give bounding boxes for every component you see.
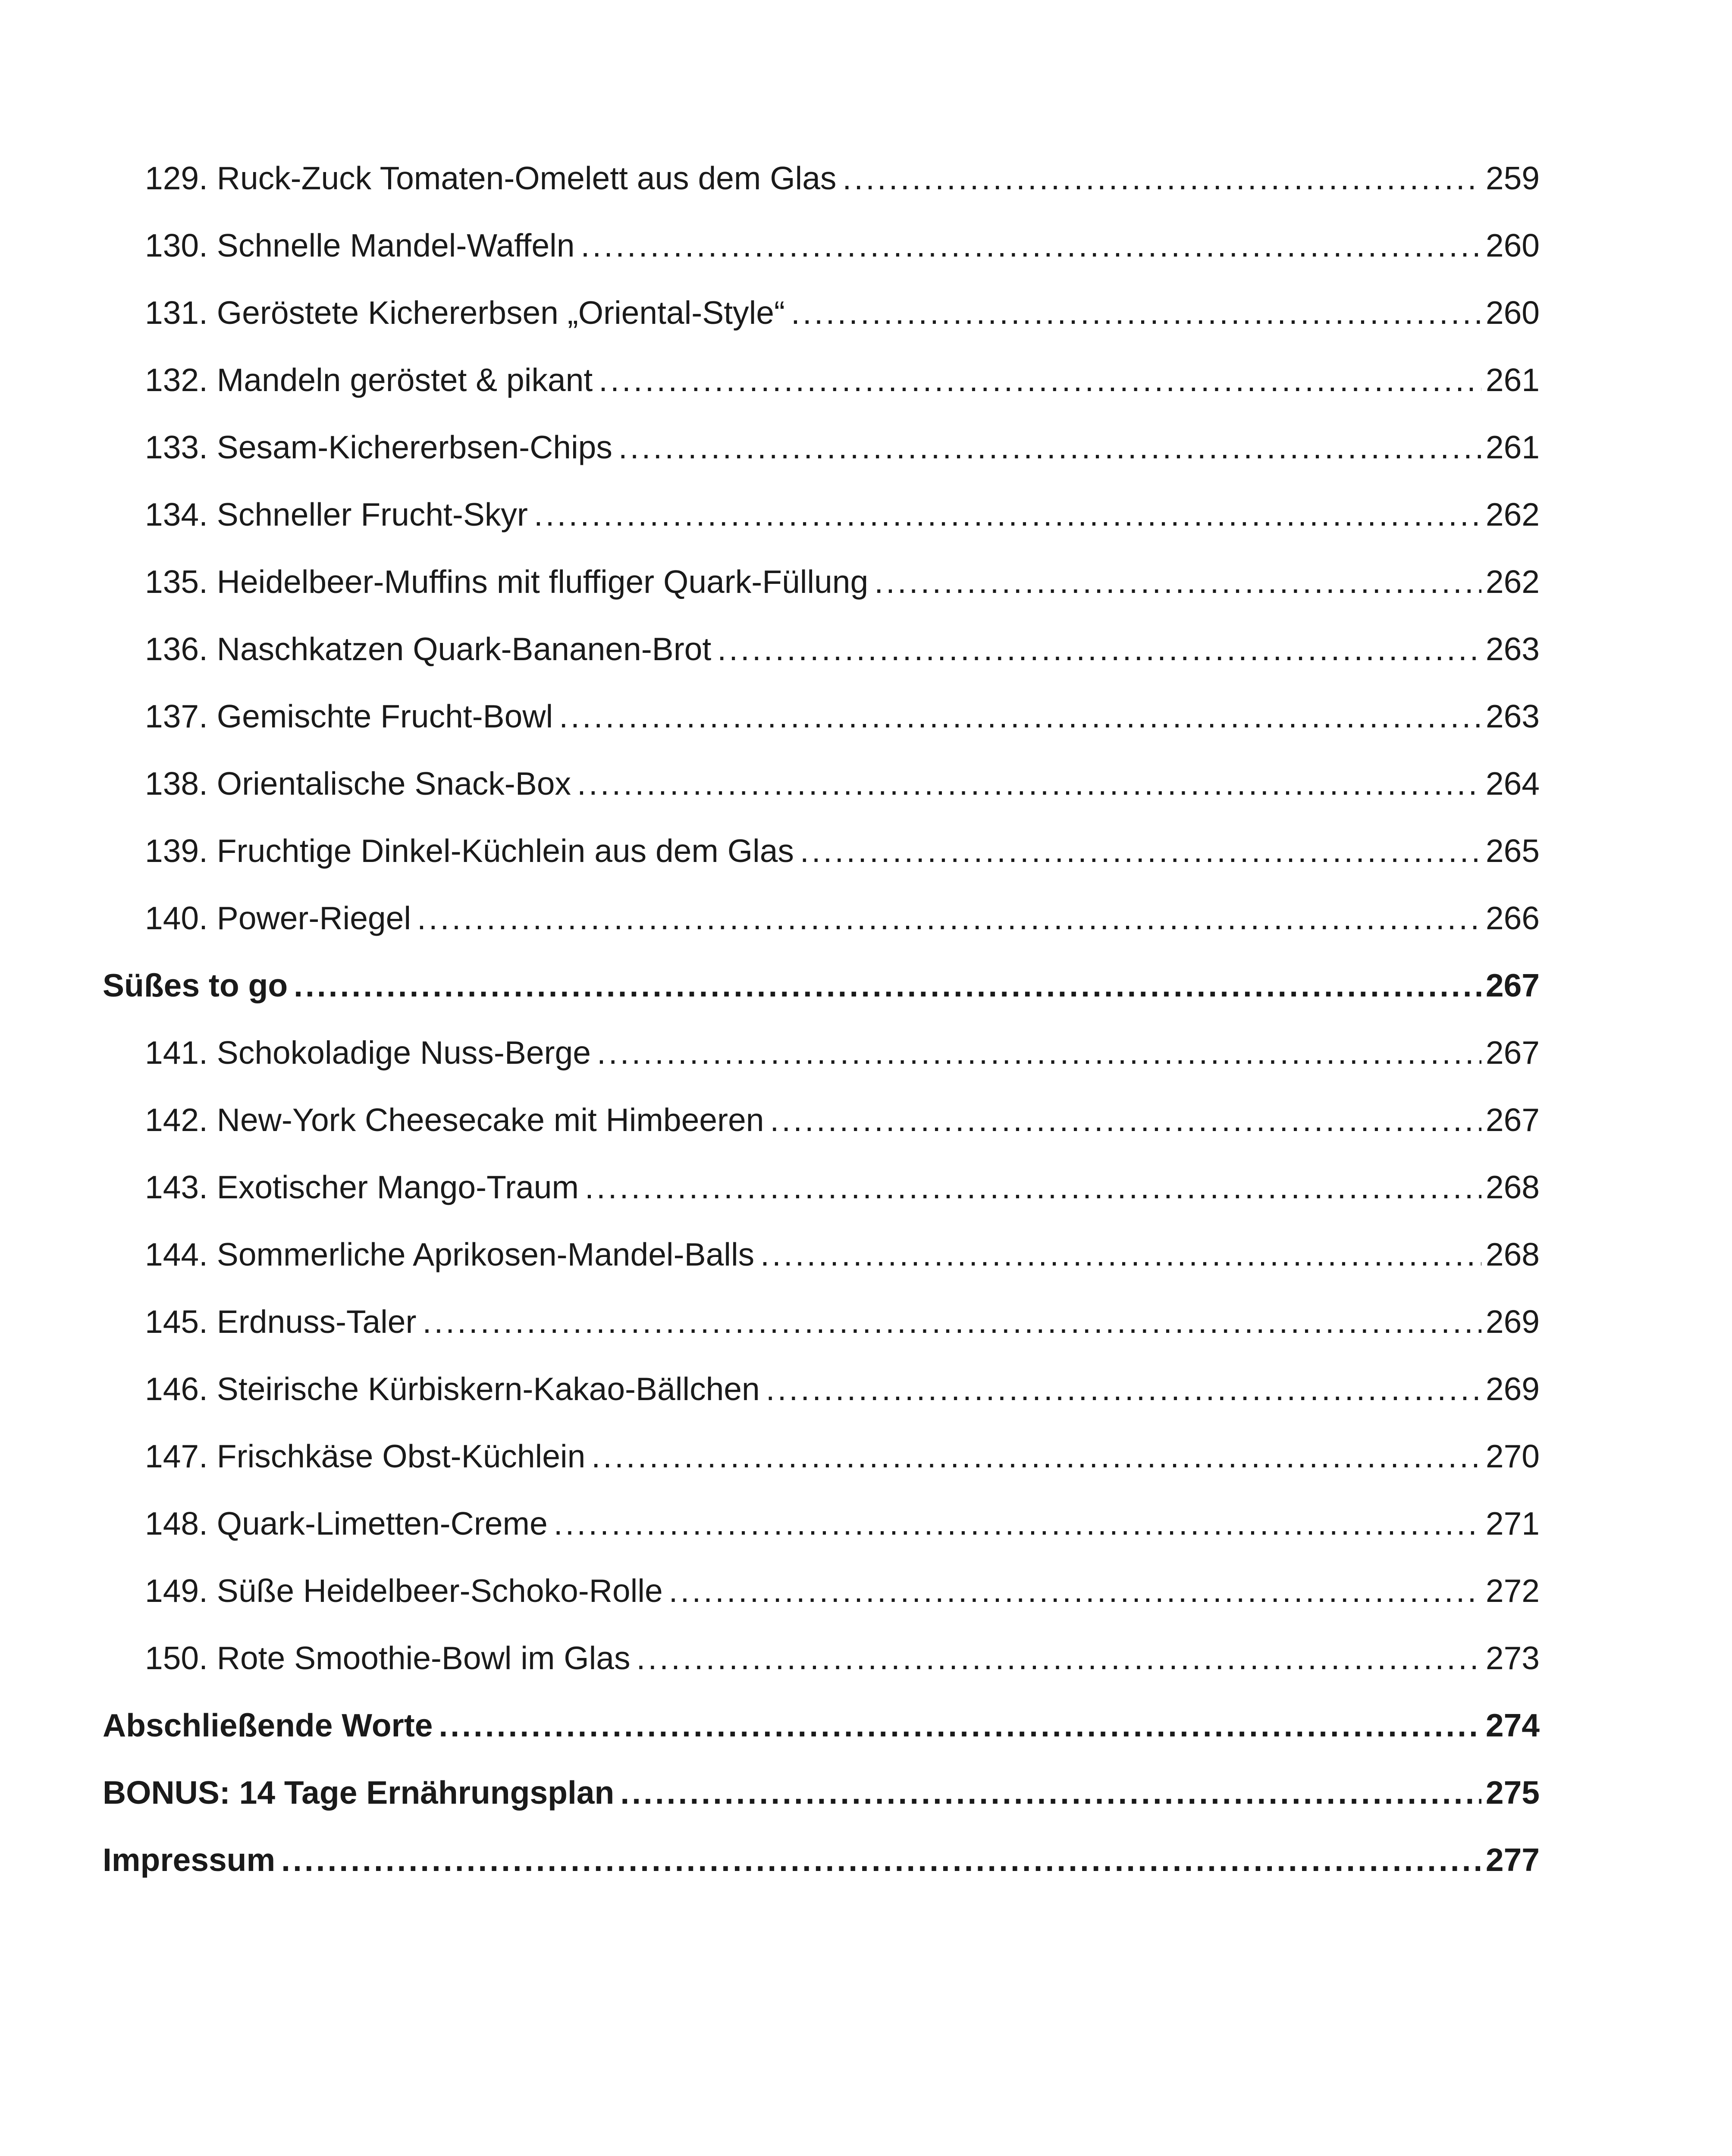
toc-entry-title: 133. Sesam-Kichererbsen-Chips (145, 429, 612, 465)
toc-entry-page: 261 (1485, 429, 1540, 465)
toc-entry-title: 132. Mandeln geröstet & pikant (145, 362, 593, 398)
toc-entry-page: 264 (1485, 765, 1540, 802)
toc-dot-leader (580, 219, 1481, 271)
toc-entry-page: 262 (1485, 496, 1540, 533)
toc-section-title: Abschließende Worte (103, 1707, 433, 1743)
toc-section-bonus[interactable] (103, 1767, 1540, 1818)
toc-entry-title: 148. Quark-Limetten-Creme (145, 1505, 548, 1542)
toc-entry-title: 142. New-York Cheesecake mit Himbeeren (145, 1102, 764, 1138)
toc-section-page: 267 (1485, 967, 1540, 1003)
toc-dot-leader (585, 1161, 1481, 1213)
toc-dot-leader (620, 1767, 1481, 1818)
toc-section-page: 277 (1485, 1842, 1540, 1878)
toc-entry-144[interactable] (145, 1228, 1540, 1280)
toc-dot-leader (760, 1228, 1481, 1280)
toc-entry-page: 268 (1485, 1169, 1540, 1205)
toc-entry-title: 139. Fruchtige Dinkel-Küchlein aus dem Glas (145, 833, 794, 869)
toc-entry-139[interactable] (145, 825, 1540, 877)
toc-entry-131[interactable] (145, 287, 1540, 338)
toc-entry-138[interactable] (145, 758, 1540, 809)
toc-dot-leader (766, 1363, 1481, 1415)
toc-entry-title: 129. Ruck-Zuck Tomaten-Omelett aus dem Glas (145, 160, 837, 196)
toc-entry-149[interactable] (145, 1565, 1540, 1617)
toc-section-title: Süßes to go (103, 967, 288, 1003)
toc-entry-page: 262 (1485, 564, 1540, 600)
toc-dot-leader (294, 959, 1481, 1011)
toc-dot-leader (717, 623, 1481, 675)
toc-dot-leader (842, 152, 1481, 204)
toc-dot-leader (874, 556, 1481, 608)
toc-dot-leader (618, 421, 1481, 473)
toc-section-page: 275 (1485, 1774, 1540, 1811)
toc-entry-130[interactable] (145, 219, 1540, 271)
toc-entry-page: 272 (1485, 1573, 1540, 1609)
toc-entry-135[interactable] (145, 556, 1540, 608)
toc-dot-leader (800, 825, 1481, 877)
toc-entry-page: 263 (1485, 631, 1540, 667)
toc-entry-page: 267 (1485, 1102, 1540, 1138)
toc-entry-title: 135. Heidelbeer-Muffins mit fluffiger Quark-Füllung (145, 564, 869, 600)
toc-entry-title: 136. Naschkatzen Quark-Bananen-Brot (145, 631, 712, 667)
toc-dot-leader (559, 690, 1481, 742)
toc-dot-leader (554, 1498, 1481, 1549)
toc-entry-page: 273 (1485, 1640, 1540, 1676)
toc-entry-150[interactable] (145, 1632, 1540, 1684)
toc-section-title: BONUS: 14 Tage Ernährungsplan (103, 1774, 615, 1811)
toc-entry-title: 145. Erdnuss-Taler (145, 1304, 417, 1340)
toc-entry-page: 261 (1485, 362, 1540, 398)
toc-entry-title: 144. Sommerliche Aprikosen-Mandel-Balls (145, 1236, 755, 1272)
toc-entry-title: 140. Power-Riegel (145, 900, 411, 936)
toc-entry-146[interactable] (145, 1363, 1540, 1415)
toc-dot-leader (597, 1027, 1481, 1078)
toc-section-abschliessende-worte[interactable] (103, 1699, 1540, 1751)
toc-entry-title: 134. Schneller Frucht-Skyr (145, 496, 528, 533)
toc-entry-page: 270 (1485, 1438, 1540, 1474)
toc-section-suesses-to-go[interactable] (103, 959, 1540, 1011)
toc-entry-page: 269 (1485, 1371, 1540, 1407)
toc-entry-page: 259 (1485, 160, 1540, 196)
toc-entry-133[interactable] (145, 421, 1540, 473)
toc-entry-page: 263 (1485, 698, 1540, 734)
toc-entry-140[interactable] (145, 892, 1540, 944)
toc-entry-page: 260 (1485, 227, 1540, 263)
toc-entry-title: 130. Schnelle Mandel-Waffeln (145, 227, 575, 263)
toc-entry-page: 266 (1485, 900, 1540, 936)
toc-section-page: 274 (1485, 1707, 1540, 1743)
toc-dot-leader (422, 1296, 1481, 1348)
toc-dot-leader (577, 758, 1481, 809)
toc-entry-147[interactable] (145, 1430, 1540, 1482)
toc-entry-title: 138. Orientalische Snack-Box (145, 765, 571, 802)
toc-dot-leader (669, 1565, 1481, 1617)
toc-dot-leader (417, 892, 1481, 944)
toc-entry-129[interactable] (145, 152, 1540, 204)
toc-entry-141[interactable] (145, 1027, 1540, 1078)
toc-entry-title: 146. Steirische Kürbiskern-Kakao-Bällchen (145, 1371, 760, 1407)
toc-dot-leader (534, 489, 1481, 540)
toc-section-title: Impressum (103, 1842, 276, 1878)
toc-entry-page: 260 (1485, 295, 1540, 331)
toc-entry-page: 268 (1485, 1236, 1540, 1272)
toc-entry-132[interactable] (145, 354, 1540, 406)
toc-entry-title: 147. Frischkäse Obst-Küchlein (145, 1438, 586, 1474)
toc-entry-143[interactable] (145, 1161, 1540, 1213)
toc-entry-145[interactable] (145, 1296, 1540, 1348)
toc-dot-leader (770, 1094, 1481, 1146)
toc-entry-title: 131. Geröstete Kichererbsen „Oriental-Style“ (145, 295, 785, 331)
toc-entry-148[interactable] (145, 1498, 1540, 1549)
toc-entry-137[interactable] (145, 690, 1540, 742)
toc-entry-title: 149. Süße Heidelbeer-Schoko-Rolle (145, 1573, 663, 1609)
toc-dot-leader (599, 354, 1481, 406)
toc-entry-title: 143. Exotischer Mango-Traum (145, 1169, 579, 1205)
toc-entry-page: 265 (1485, 833, 1540, 869)
toc-dot-leader (791, 287, 1481, 338)
toc-dot-leader (439, 1699, 1481, 1751)
toc-entry-134[interactable] (145, 489, 1540, 540)
toc-entry-page: 271 (1485, 1505, 1540, 1542)
toc-dot-leader (281, 1834, 1481, 1886)
toc-entry-title: 137. Gemischte Frucht-Bowl (145, 698, 553, 734)
toc-entry-title: 141. Schokoladige Nuss-Berge (145, 1034, 591, 1071)
toc-dot-leader (636, 1632, 1481, 1684)
toc-entry-page: 269 (1485, 1304, 1540, 1340)
toc-section-impressum[interactable] (103, 1834, 1540, 1886)
toc-dot-leader (591, 1430, 1481, 1482)
toc-entry-142[interactable] (145, 1094, 1540, 1146)
toc-entry-title: 150. Rote Smoothie-Bowl im Glas (145, 1640, 631, 1676)
toc-entry-page: 267 (1485, 1034, 1540, 1071)
toc-entry-136[interactable] (145, 623, 1540, 675)
